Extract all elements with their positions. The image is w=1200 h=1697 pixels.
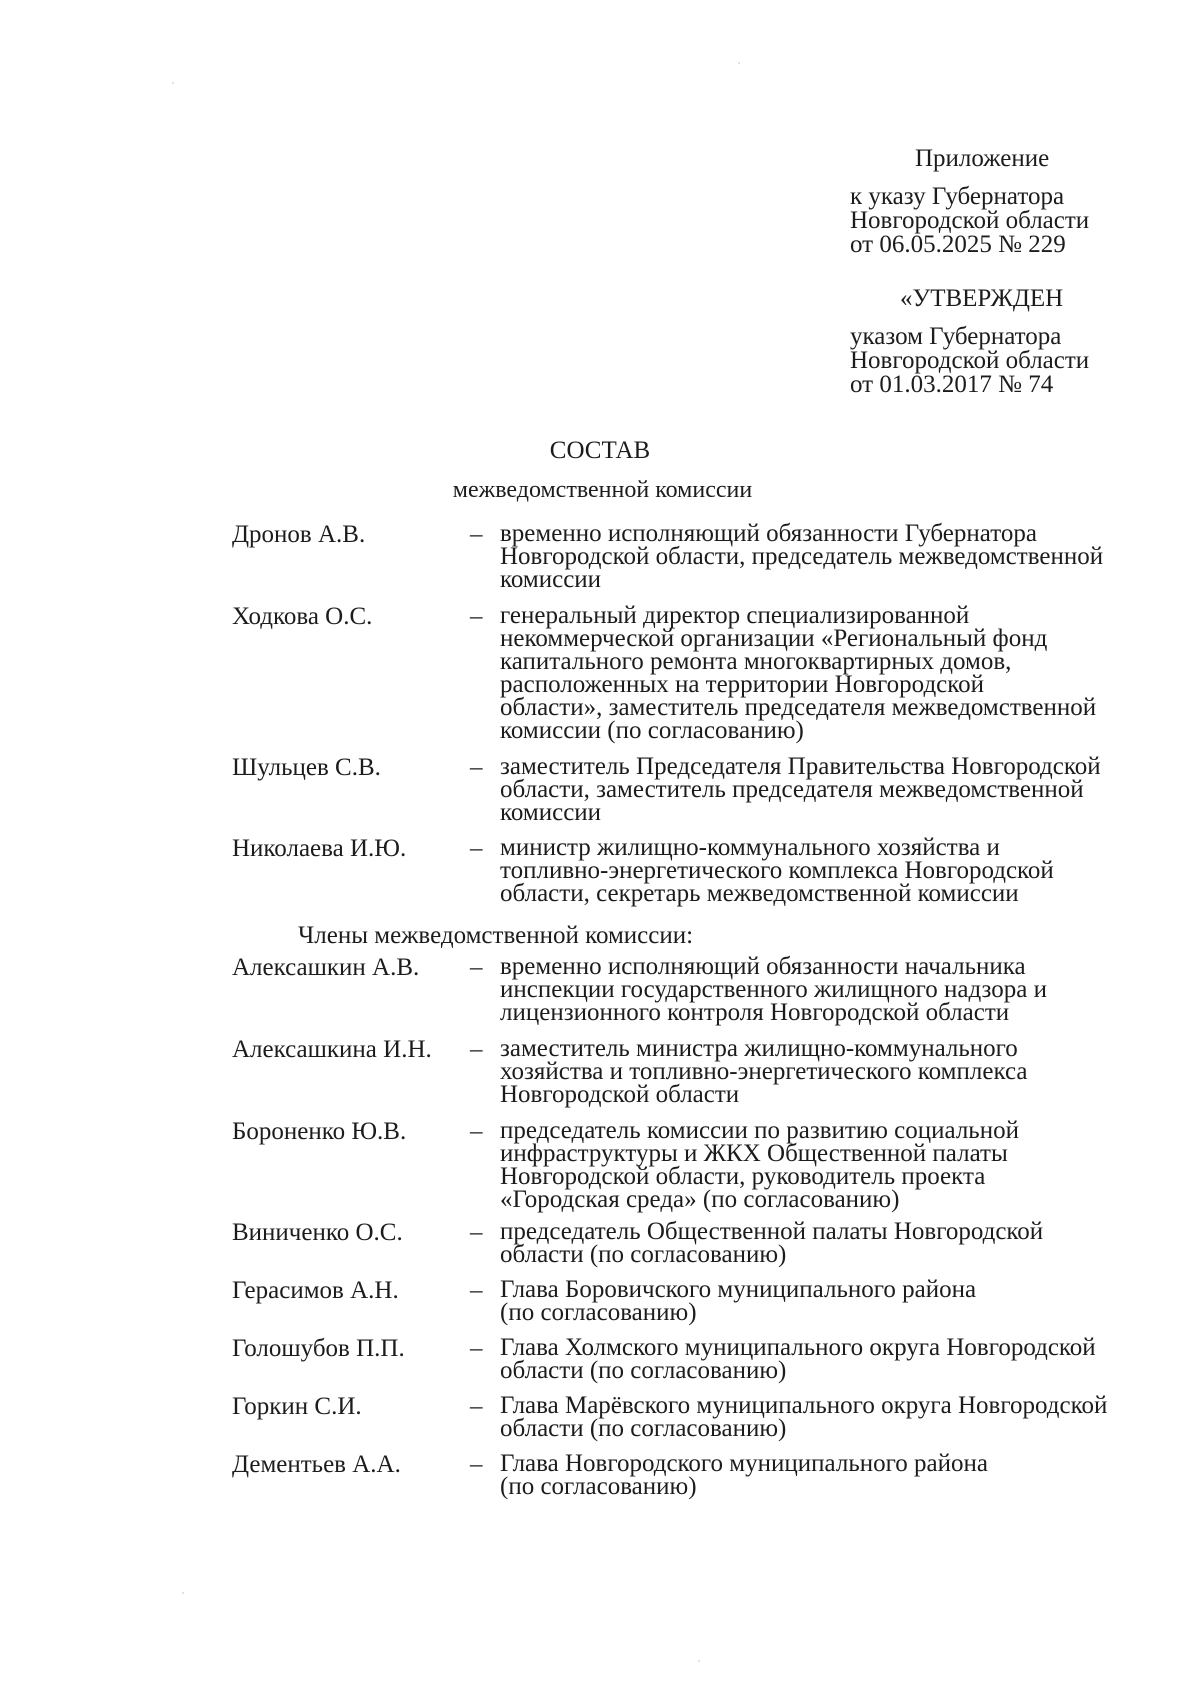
dash-separator: – [470,1393,483,1420]
role-line: инфраструктуры и ЖКХ Общественной палаты [500,1140,1008,1167]
approval-heading: «УТВЕРЖДЕН [900,285,1064,312]
person-name: Голошубов П.П. [232,1335,405,1362]
role-line: комиссии (по согласованию) [500,717,804,744]
document-subtitle: межведомственной комиссии [452,477,753,503]
scan-speck [172,82,174,84]
role-line: министр жилищно-коммунального хозяйства и [500,834,1000,861]
role-line: заместитель Председателя Правительства Новгородской [500,753,1101,780]
role-line: председатель комиссии по развитию социальной [500,1117,1019,1144]
person-role [500,1220,1140,1266]
person-name: Дронов А.В. [232,521,366,548]
role-line: некоммерческой организации «Региональный фонд [500,625,1048,652]
leadership-entry [232,836,1152,905]
scan-speck [182,1592,184,1594]
person-role [500,955,1140,1024]
person-name: Герасимов А.Н. [232,1277,399,1304]
dash-separator: – [470,1219,483,1246]
role-line: Глава Холмского муниципального округа Новгородской [500,1334,1096,1361]
person-role [500,522,1140,591]
role-line: Глава Боровичского муниципального района [500,1276,977,1303]
person-role [500,836,1140,905]
dash-separator: – [470,754,483,781]
role-line: области, секретарь межведомственной комиссии [500,880,1019,907]
role-line: области, заместитель председателя межведомственной [500,776,1084,803]
leadership-entry [232,755,1152,824]
role-line: комиссии [500,566,602,593]
person-role [500,1452,1140,1498]
person-role [500,1394,1140,1440]
role-line: Новгородской области, председатель межведомственной [500,543,1104,570]
attachment-line: Новгородской области [850,207,1090,234]
role-line: Глава Новгородского муниципального района [500,1450,988,1477]
role-line: «Городская среда» (по согласованию) [500,1186,900,1213]
scan-speck [698,1660,700,1662]
person-name: Дементьев А.А. [232,1451,401,1478]
role-line: (по согласованию) [500,1473,697,1500]
role-line: расположенных на территории Новгородской [500,671,985,698]
scan-speck [738,62,740,64]
member-entry [232,1119,1152,1211]
person-name: Алексашкина И.Н. [232,1036,432,1063]
role-line: области (по согласованию) [500,1241,787,1268]
members-heading: Члены межведомственной комиссии: [298,922,694,949]
role-line: председатель Общественной палаты Новгородской [500,1218,1044,1245]
person-name: Шульцев С.В. [232,754,381,781]
role-line: заместитель министра жилищно-коммунального [500,1035,1018,1062]
role-line: временно исполняющий обязанности Губернатора [500,520,1037,547]
attachment-line: от 06.05.2025 № 229 [850,231,1066,258]
person-role [500,1336,1140,1382]
role-line: временно исполняющий обязанности начальника [500,953,1026,980]
document-title: СОСТАВ [549,437,651,464]
member-entry [232,1336,1152,1382]
member-entry [232,1220,1152,1266]
role-line: Новгородской области [500,1081,740,1108]
role-line: области (по согласованию) [500,1415,787,1442]
role-line: инспекции государственного жилищного надзора и [500,976,1048,1003]
person-name: Ходкова О.С. [232,603,373,630]
member-entry [232,1452,1152,1498]
person-name: Горкин С.И. [232,1393,362,1420]
person-name: Бороненко Ю.В. [232,1118,407,1145]
role-line: Новгородской области, руководитель проекта [500,1163,986,1190]
member-entry [232,1278,1152,1324]
role-line: Глава Марёвского муниципального округа Новгородской [500,1392,1108,1419]
role-line: генеральный директор специализированной [500,602,970,629]
dash-separator: – [470,603,483,630]
attachment-heading: Приложение [915,145,1050,172]
leadership-entry [232,522,1152,591]
person-role [500,1278,1140,1324]
member-entry [232,1394,1152,1440]
role-line: капитального ремонта многоквартирных домов, [500,648,1012,675]
person-name: Николаева И.Ю. [232,835,407,862]
dash-separator: – [470,954,483,981]
attachment-block [850,147,1089,257]
role-line: топливно-энергетического комплекса Новгородской [500,857,1054,884]
member-entry [232,1037,1152,1106]
leadership-entry [232,604,1152,742]
member-entry [232,955,1152,1024]
role-line: лицензионного контроля Новгородской области [500,999,1010,1026]
role-line: хозяйства и топливно-энергетического комплекса [500,1058,1028,1085]
role-line: области», заместитель председателя межведомственной [500,694,1097,721]
person-role [500,1119,1140,1211]
person-role [500,755,1140,824]
approval-block [850,287,1089,397]
approval-line: указом Губернатора [850,323,1062,350]
attachment-line: к указу Губернатора [850,183,1065,210]
role-line: (по согласованию) [500,1299,697,1326]
dash-separator: – [470,1335,483,1362]
person-name: Алексашкин А.В. [232,954,420,981]
person-name: Виниченко О.С. [232,1219,403,1246]
role-line: комиссии [500,799,602,826]
person-role [500,1037,1140,1106]
person-role [500,604,1140,742]
approval-line: Новгородской области [850,347,1090,374]
dash-separator: – [470,1277,483,1304]
dash-separator: – [470,1118,483,1145]
dash-separator: – [470,835,483,862]
role-line: области (по согласованию) [500,1357,787,1384]
dash-separator: – [470,1451,483,1478]
approval-line: от 01.03.2017 № 74 [850,371,1054,398]
dash-separator: – [470,1036,483,1063]
dash-separator: – [470,521,483,548]
